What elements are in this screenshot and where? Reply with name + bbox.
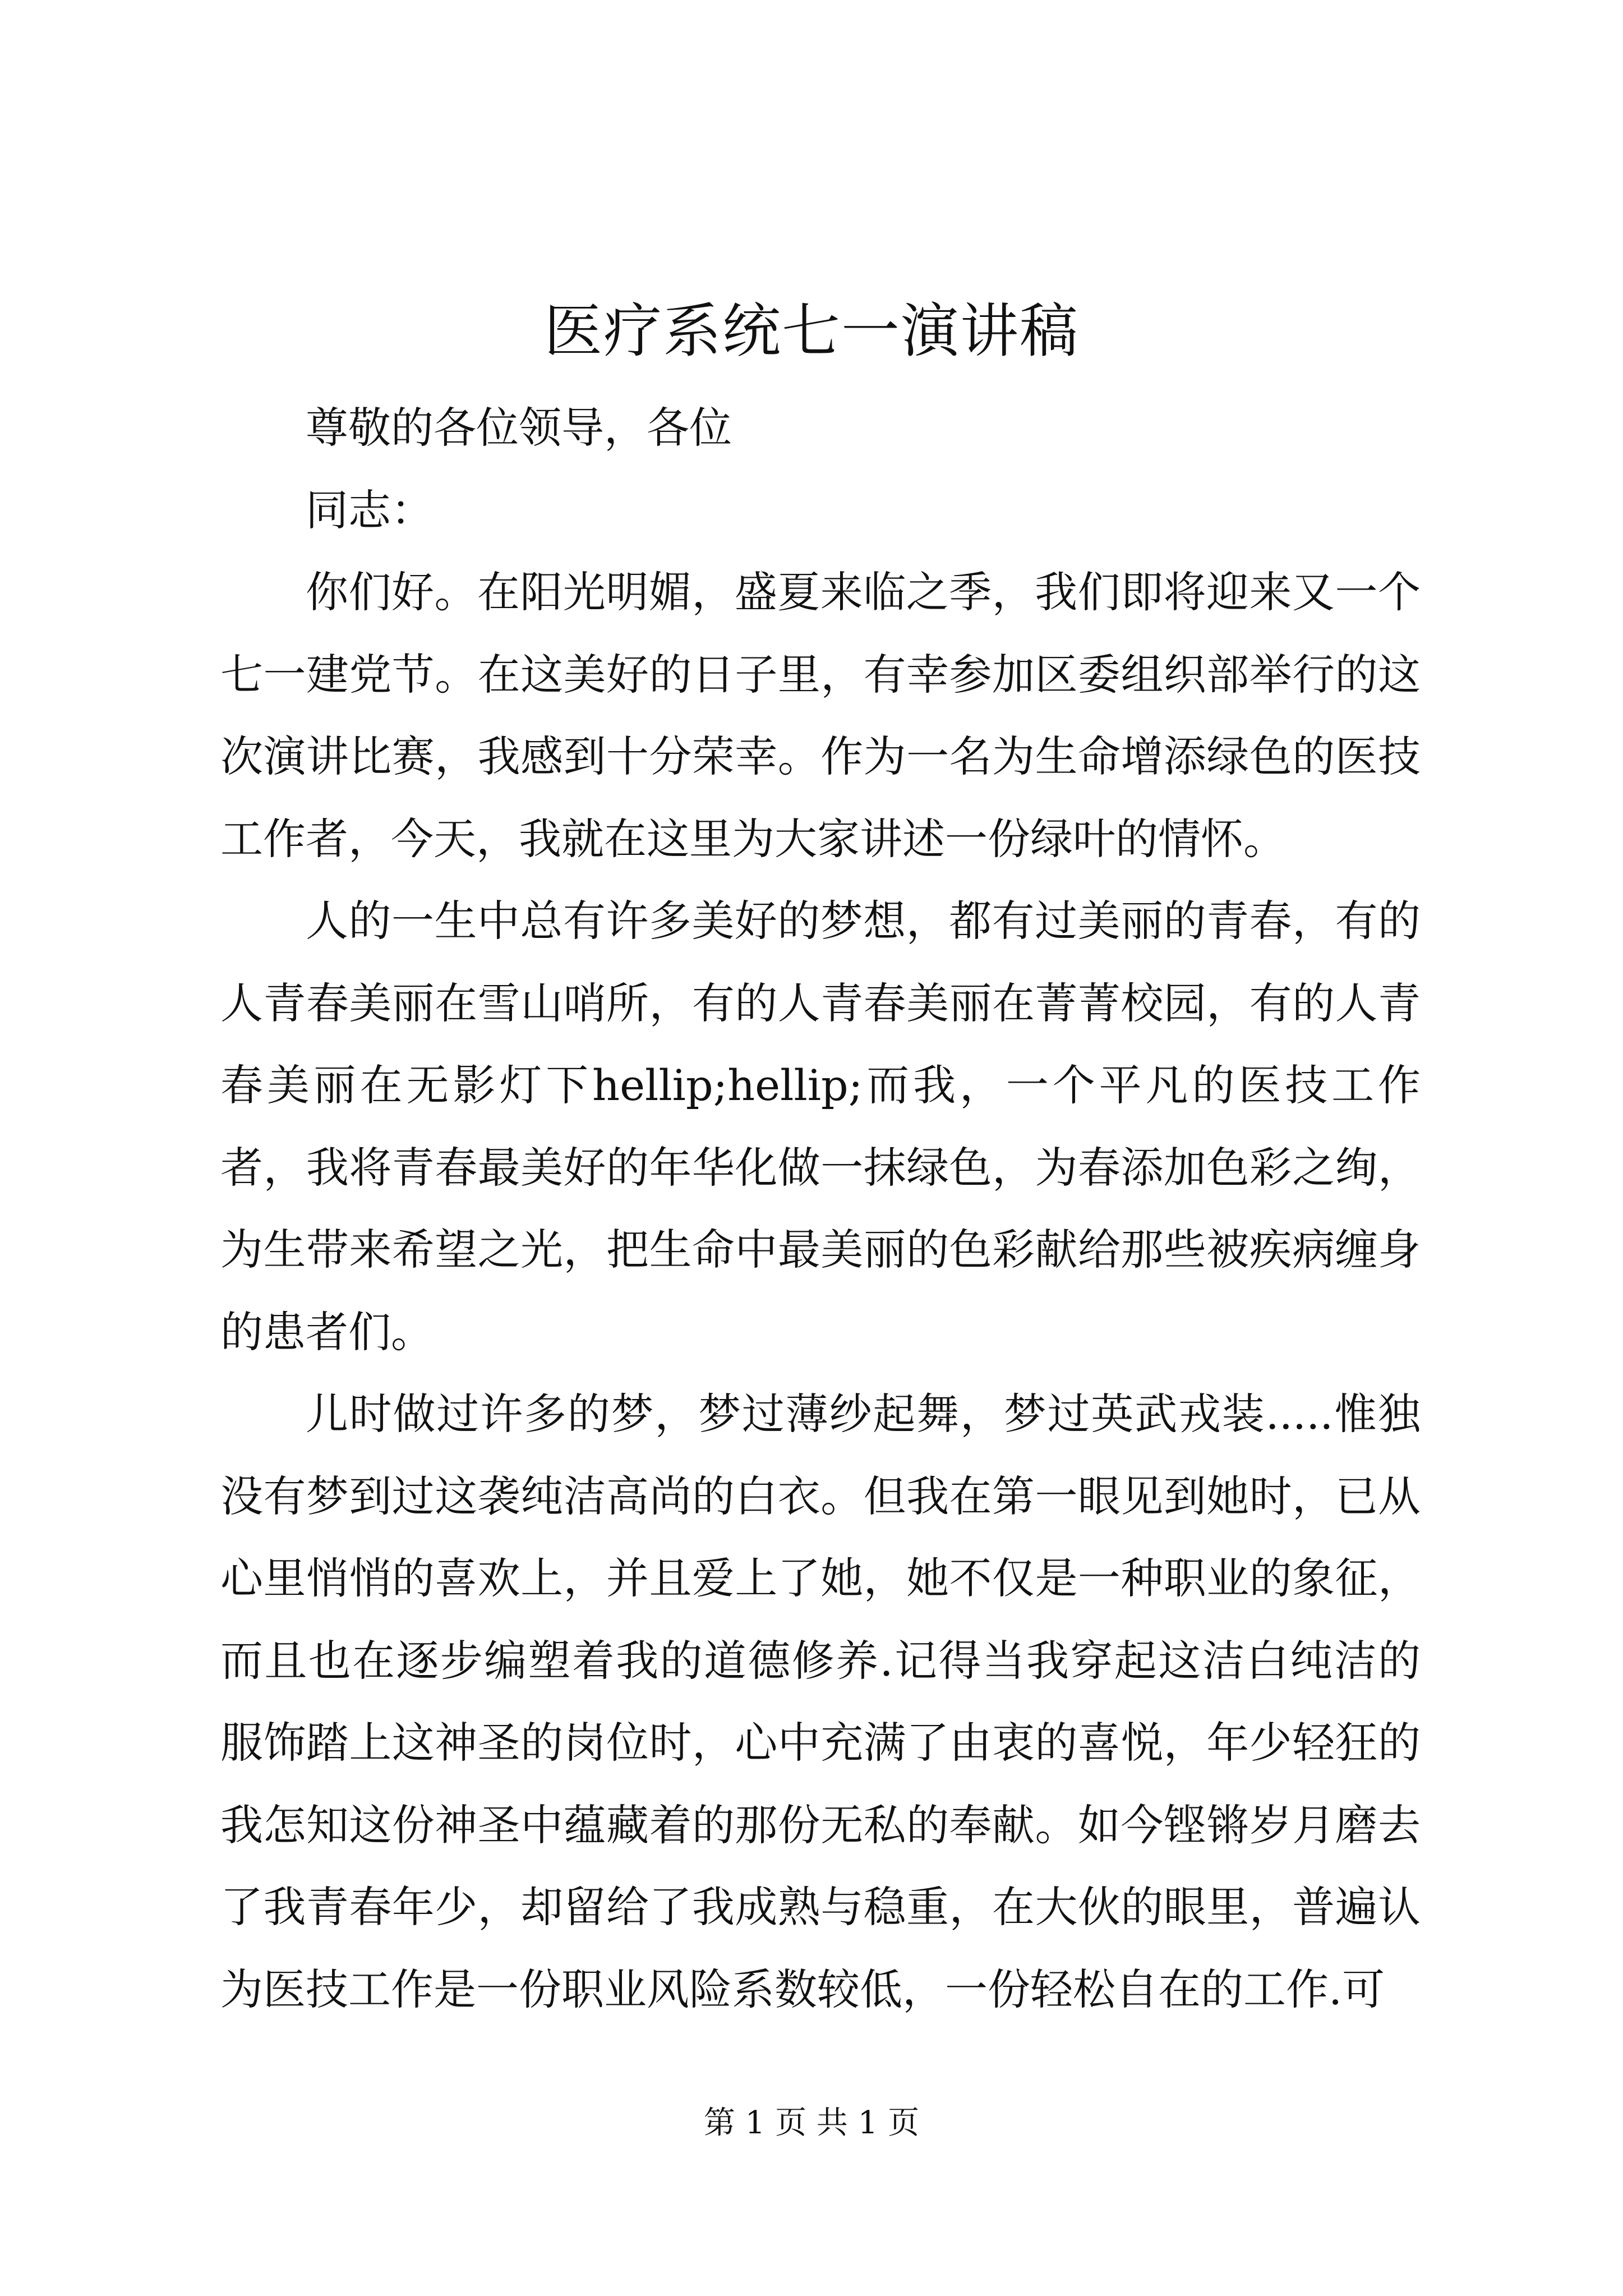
document-title: 医疗系统七一演讲稿 [543,297,1079,365]
body-paragraph: 人的一生中总有许多美好的梦想，都有过美丽的青春，有的人青春美丽在雪山哨所，有的人青春美丽在菁菁校园，有的人青春美丽在无影灯下hellip;hellip;而我，一个平凡的医技工作者，我将青春最美好的年华化做一抹绿色，为春添加色彩之绚，为生带来希望之光，把生命中最美丽的色彩献给那些被疾病缠身的患者们。 [220,896,1421,1357]
document-body [220,387,1421,2031]
salutation-line: 同志： [306,485,434,535]
body-paragraph: 儿时做过许多的梦，梦过薄纱起舞，梦过英武戎装.....惟独没有梦到过这袭纯洁高尚的白衣。但我在第一眼见到她时，已从心里悄悄的喜欢上，并且爱上了她，她不仅是一种职业的象征，而且也在逐步编塑着我的道德修养.记得当我穿起这洁白纯洁的服饰踏上这神圣的岗位时，心中充满了由衷的喜悦，年少轻狂的我怎知这份神圣中蕴藏着的那份无私的奉献。如今铿锵岁月磨去了我青春年少，却留给了我成熟与稳重，在大伙的眼里，普遍认为医技工作是一份职业风险系数较低，一份轻松自在的工作.可 [220,1389,1421,2014]
salutation-line: 尊敬的各位领导，各位 [306,403,732,453]
body-paragraph: 你们好。在阳光明媚，盛夏来临之季，我们即将迎来又一个七一建党节。在这美好的日子里，有幸参加区委组织部举行的这次演讲比赛，我感到十分荣幸。作为一名为生命增添绿色的医技工作者，今天，我就在这里为大家讲述一份绿叶的情怀。 [220,567,1421,864]
page-footer: 第 1 页 共 1 页 [703,2105,920,2141]
